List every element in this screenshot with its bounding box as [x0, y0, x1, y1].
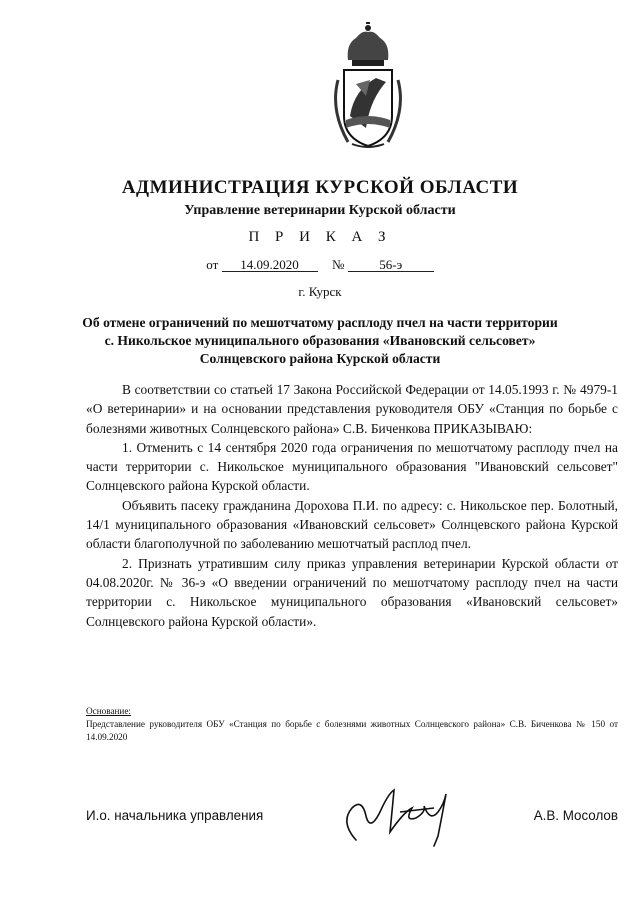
- number-sign: №: [332, 257, 345, 272]
- department-title: Управление ветеринарии Курской области: [184, 203, 456, 218]
- order-number: 56-э: [348, 258, 434, 272]
- body-paragraph: В соответствии со статьей 17 Закона Российской Федерации от 14.05.1993 г. № 4979-1 «О ветеринарии» и на основании представления руководителя ОБУ «Станция по борьбе с болезнями животных Солнцевского района» С.В. Биченкова ПРИКАЗЫВАЮ:: [86, 382, 618, 436]
- body-paragraph: 2. Признать утратившим силу приказ управления ветеринарии Курской области от 04.08.2020г. № 36-э «О введении ограничений по мешотчатому расплоду пчел на части территории с. Никольское муниципального образования «Ивановский сельсовет» Солнцевского района Курской области».: [86, 555, 618, 629]
- city: г. Курск: [298, 284, 342, 299]
- date-number-line: [0, 257, 640, 273]
- date-prefix: от: [206, 257, 219, 272]
- basis-note: [86, 705, 618, 744]
- signatory-name: А.В. Мосолов: [533, 808, 618, 823]
- coat-of-arms-emblem: [326, 20, 410, 150]
- order-date: 14.09.2020: [222, 258, 318, 272]
- organization-title: АДМИНИСТРАЦИЯ КУРСКОЙ ОБЛАСТИ: [121, 177, 519, 198]
- heading-line: Об отмене ограничений по мешотчатому расплоду пчел на части территории: [82, 315, 558, 330]
- heading-line: Солнцевского района Курской области: [199, 351, 441, 366]
- order-heading: [0, 314, 640, 368]
- basis-label: Основание:: [86, 706, 131, 716]
- document-type: П Р И К А З: [248, 229, 392, 245]
- heading-line: с. Никольское муниципального образования «Ивановский сельсовет»: [104, 333, 536, 348]
- handwritten-signature: [334, 782, 464, 852]
- basis-text: Представление руководителя ОБУ «Станция по борьбе с болезнями животных Солнцевского района» С.В. Биченкова № 150 от 14.09.2020: [86, 719, 618, 742]
- order-body: [86, 380, 618, 631]
- body-paragraph: 1. Отменить с 14 сентября 2020 года ограничения по мешотчатому расплоду пчел на части территории с. Никольское муниципального образования "Ивановский сельсовет" Солнцевского района Курской области.: [86, 439, 618, 494]
- signatory-position: И.о. начальника управления: [86, 808, 264, 823]
- body-paragraph: Объявить пасеку гражданина Дорохова П.И. по адресу: с. Никольское пер. Болотный, 14/1 муниципального образования «Ивановский сельсовет» Солнцевского района Курской области благополучной по заболеванию мешотчатый расплод пчел.: [86, 497, 618, 552]
